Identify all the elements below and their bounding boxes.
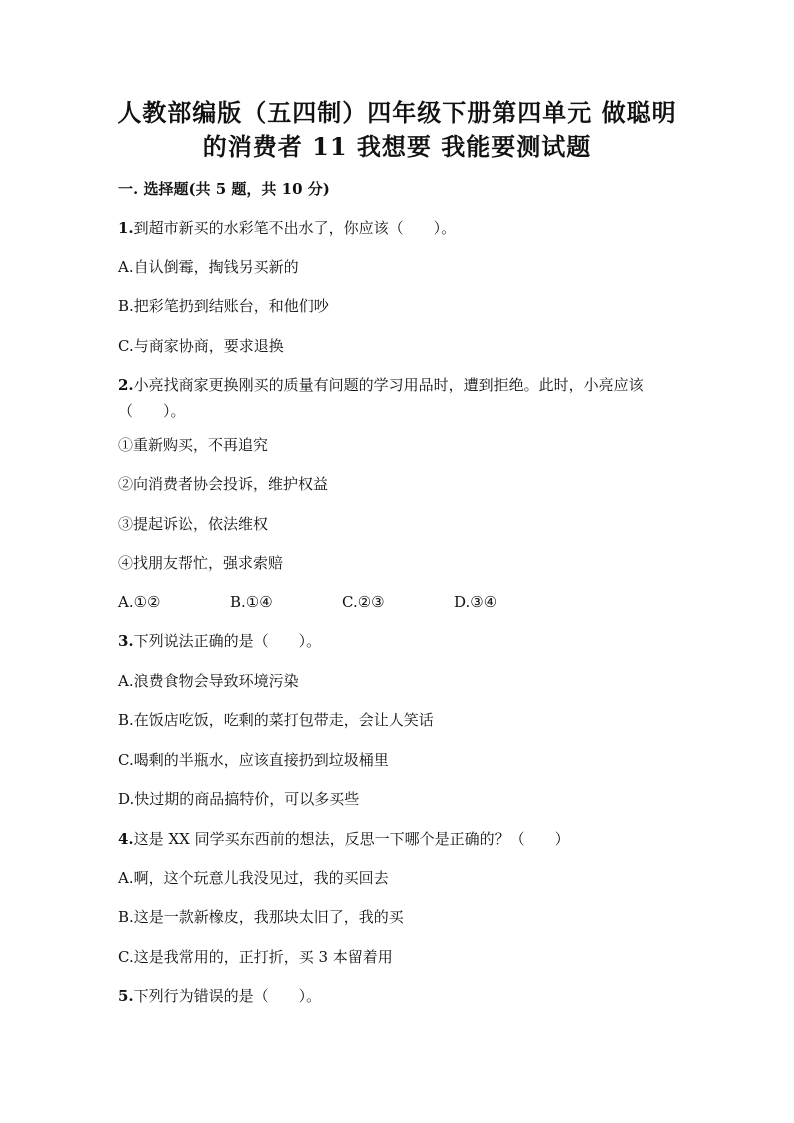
question-2-option-d: D.③④	[454, 593, 498, 611]
question-4-option-b: B.这是一款新橡皮，我那块太旧了，我的买	[118, 908, 404, 926]
question-2-statement-4: ④找朋友帮忙，强求索赔	[118, 554, 284, 572]
section-heading: 一. 选择题(共 5 题，共 10 分)	[118, 180, 330, 198]
question-2-statement-1: ①重新购买，不再追究	[118, 436, 269, 454]
question-2-option-c: C.②③	[342, 593, 385, 611]
question-2-text: 小亮找商家更换刚买的质量有问题的学习用品时，遭到拒绝。此时，小亮应该（ ）。	[118, 376, 644, 420]
question-1-number: 1.	[118, 219, 134, 237]
question-4	[118, 828, 570, 850]
question-2-statement-2: ②向消费者协会投诉，维护权益	[118, 475, 329, 493]
question-5	[118, 985, 321, 1007]
question-2-statement-3: ③提起诉讼，依法维权	[118, 515, 269, 533]
question-1-option-b: B.把彩笔扔到结账台，和他们吵	[118, 297, 329, 315]
question-3-text: 下列说法正确的是（ ）。	[133, 632, 322, 650]
question-5-number: 5.	[118, 987, 134, 1005]
question-1-text: 到超市新买的水彩笔不出水了，你应该（ ）。	[133, 219, 457, 237]
question-2-options	[118, 591, 578, 613]
question-1-option-a: A.自认倒霉，掏钱另买新的	[118, 258, 299, 276]
question-2-option-a: A.①②	[118, 593, 161, 611]
question-3-option-d: D.快过期的商品搞特价，可以多买些	[118, 790, 360, 808]
document-title-line-2: 的消费者 11 我想要 我能要测试题	[202, 132, 592, 161]
question-3-option-a: A.浪费食物会导致环境污染	[118, 672, 299, 690]
question-3-number: 3.	[118, 632, 134, 650]
document-title-line-1: 人教部编版（五四制）四年级下册第四单元 做聪明	[117, 98, 677, 127]
question-1-option-c: C.与商家协商，要求退换	[118, 337, 284, 355]
question-4-option-c: C.这是我常用的，正打折，买 3 本留着用	[118, 948, 393, 966]
question-4-number: 4.	[118, 830, 134, 848]
question-1	[118, 217, 456, 239]
question-3-option-c: C.喝剩的半瓶水，应该直接扔到垃圾桶里	[118, 751, 389, 769]
question-2	[118, 372, 678, 424]
question-3	[118, 630, 321, 652]
question-3-option-b: B.在饭店吃饭，吃剩的菜打包带走，会让人笑话	[118, 711, 434, 729]
question-4-text: 这是 XX 同学买东西前的想法，反思一下哪个是正确的？（ ）	[133, 830, 570, 848]
question-5-text: 下列行为错误的是（ ）。	[133, 987, 322, 1005]
question-4-option-a: A.啊，这个玩意儿我没见过，我的买回去	[118, 869, 389, 887]
question-2-number: 2.	[118, 376, 134, 394]
question-2-option-b: B.①④	[230, 593, 273, 611]
